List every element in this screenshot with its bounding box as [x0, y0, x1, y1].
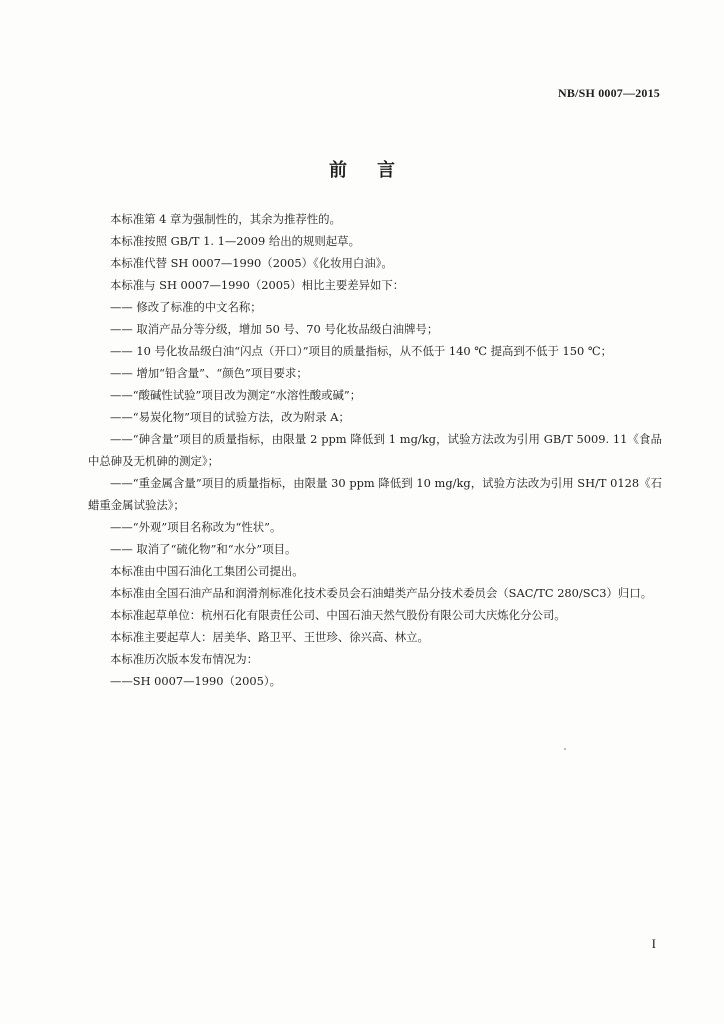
- page-number: I: [651, 936, 656, 951]
- list-item: ——“重金属含量”项目的质量指标，由限量 30 ppm 降低到 10 mg/kg，试验方法改为引用 SH/T 0128《石蜡重金属试验法》；: [88, 476, 662, 512]
- paragraph: 本标准历次版本发布情况为：: [110, 652, 259, 666]
- list-item: ——“外观”项目名称改为“性状”。: [110, 520, 282, 534]
- paragraph: 本标准由全国石油产品和润滑剂标准化技术委员会石油蜡类产品分技术委员会（SAC/TC 280/SC3）归口。: [110, 586, 653, 600]
- paragraph: 本标准与 SH 0007—1990（2005）相比主要差异如下：: [110, 278, 405, 292]
- page-title: 前言: [329, 160, 425, 181]
- paragraph: 本标准由中国石油化工集团公司提出。: [110, 564, 304, 578]
- list-item: ——“砷含量”项目的质量指标，由限量 2 ppm 降低到 1 mg/kg，试验方法改为引用 GB/T 5009. 11《食品中总砷及无机砷的测定》；: [88, 432, 662, 468]
- paragraph: 本标准主要起草人：居美华、路卫平、王世珍、徐兴高、林立。: [110, 630, 429, 644]
- foreword-body: [88, 208, 662, 692]
- list-item: —— 10 号化妆品级白油“闪点（开口）”项目的质量指标，从不低于 140 ℃ 提高到不低于 150 ℃；: [110, 344, 613, 358]
- list-item: —— 取消了“硫化物”和“水分”项目。: [110, 542, 297, 556]
- list-item: ——“易炭化物”项目的试验方法，改为附录 A；: [110, 410, 350, 424]
- list-item: —— 取消产品分等分级，增加 50 号、70 号化妆品级白油牌号；: [110, 322, 439, 336]
- list-item: —— 修改了标准的中文名称；: [110, 300, 262, 314]
- standard-code: NB/SH 0007—2015: [557, 86, 660, 100]
- list-item: ——SH 0007—1990（2005）。: [110, 674, 281, 688]
- scan-speck: [564, 748, 566, 750]
- paragraph: 本标准起草单位：杭州石化有限责任公司、中国石油天然气股份有限公司大庆炼化分公司。: [110, 608, 566, 622]
- paragraph: 本标准第 4 章为强制性的，其余为推荐性的。: [110, 212, 341, 226]
- list-item: —— 增加“铅含量”、“颜色”项目要求；: [110, 366, 308, 380]
- paragraph: 本标准代替 SH 0007—1990（2005）《化妆用白油》。: [110, 256, 393, 270]
- list-item: ——“酸碱性试验”项目改为测定“水溶性酸或碱”；: [110, 388, 362, 402]
- paragraph: 本标准按照 GB/T 1. 1—2009 给出的规则起草。: [110, 234, 360, 248]
